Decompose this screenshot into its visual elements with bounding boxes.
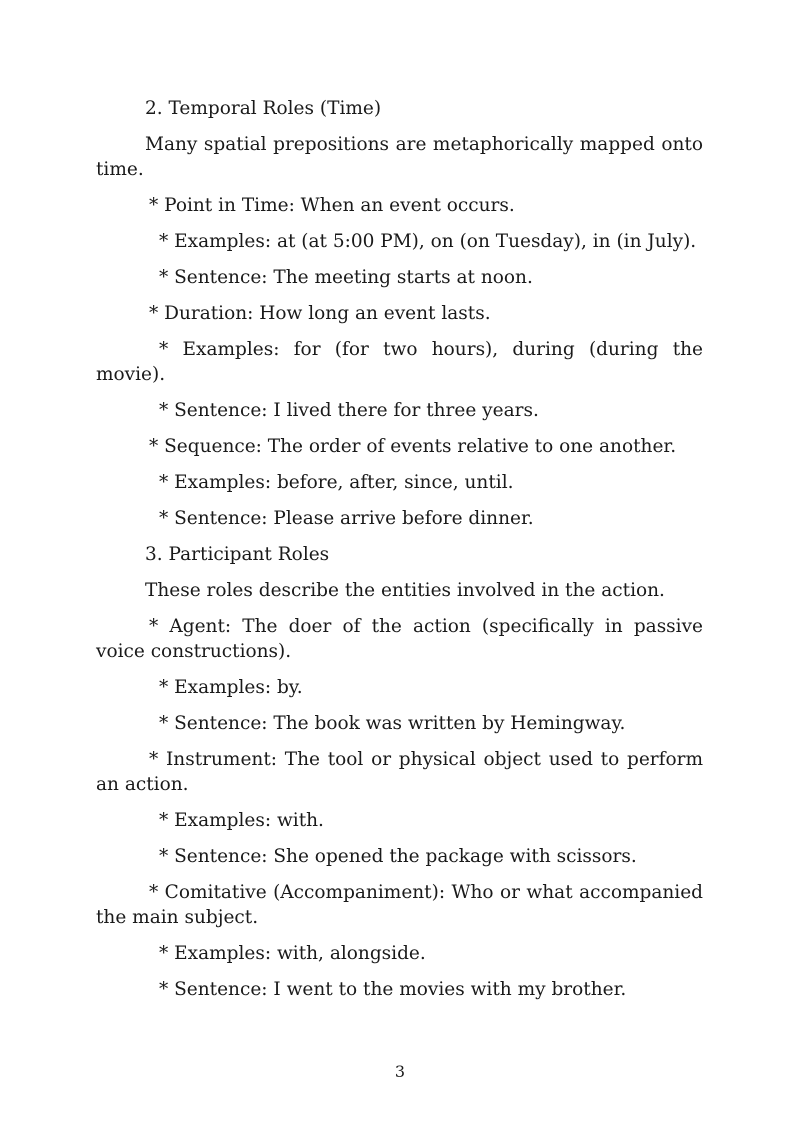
- sub-bullet-sentence: * Sentence: The meeting starts at noon.: [159, 267, 533, 288]
- paragraph-participant-intro: These roles describe the entities involved in the action.: [145, 580, 665, 601]
- bullet-comitative: * Comitative (Accompaniment): Who or what accompanied the main subject.: [96, 882, 703, 928]
- sub-bullet-examples: * Examples: by.: [159, 677, 303, 698]
- sub-bullet-examples: * Examples: before, after, since, until.: [159, 472, 514, 493]
- section-heading-participant-roles: 3. Participant Roles: [145, 544, 330, 565]
- sub-bullet-sentence: * Sentence: I went to the movies with my brother.: [159, 979, 627, 1000]
- sub-bullet-sentence: * Sentence: She opened the package with scissors.: [159, 846, 637, 867]
- bullet-point-in-time: * Point in Time: When an event occurs.: [149, 195, 515, 216]
- sub-bullet-examples: * Examples: for (for two hours), during (during the movie).: [96, 339, 703, 385]
- document-page: [96, 96, 703, 1013]
- bullet-sequence: * Sequence: The order of events relative to one another.: [149, 436, 677, 457]
- sub-bullet-examples: * Examples: at (at 5:00 PM), on (on Tuesday), in (in July).: [159, 231, 697, 252]
- page-number: 3: [394, 1062, 406, 1081]
- sub-bullet-examples: * Examples: with, alongside.: [159, 943, 426, 964]
- bullet-agent: * Agent: The doer of the action (specifically in passive voice constructions).: [96, 616, 703, 662]
- bullet-instrument: * Instrument: The tool or physical object used to perform an action.: [96, 749, 703, 795]
- sub-bullet-sentence: * Sentence: The book was written by Hemingway.: [159, 713, 626, 734]
- sub-bullet-examples: * Examples: with.: [159, 810, 324, 831]
- sub-bullet-sentence: * Sentence: I lived there for three years.: [159, 400, 539, 421]
- section-heading-temporal-roles: 2. Temporal Roles (Time): [145, 98, 382, 119]
- paragraph-temporal-intro: Many spatial prepositions are metaphorically mapped onto time.: [96, 134, 703, 180]
- bullet-duration: * Duration: How long an event lasts.: [149, 303, 491, 324]
- sub-bullet-sentence: * Sentence: Please arrive before dinner.: [159, 508, 534, 529]
